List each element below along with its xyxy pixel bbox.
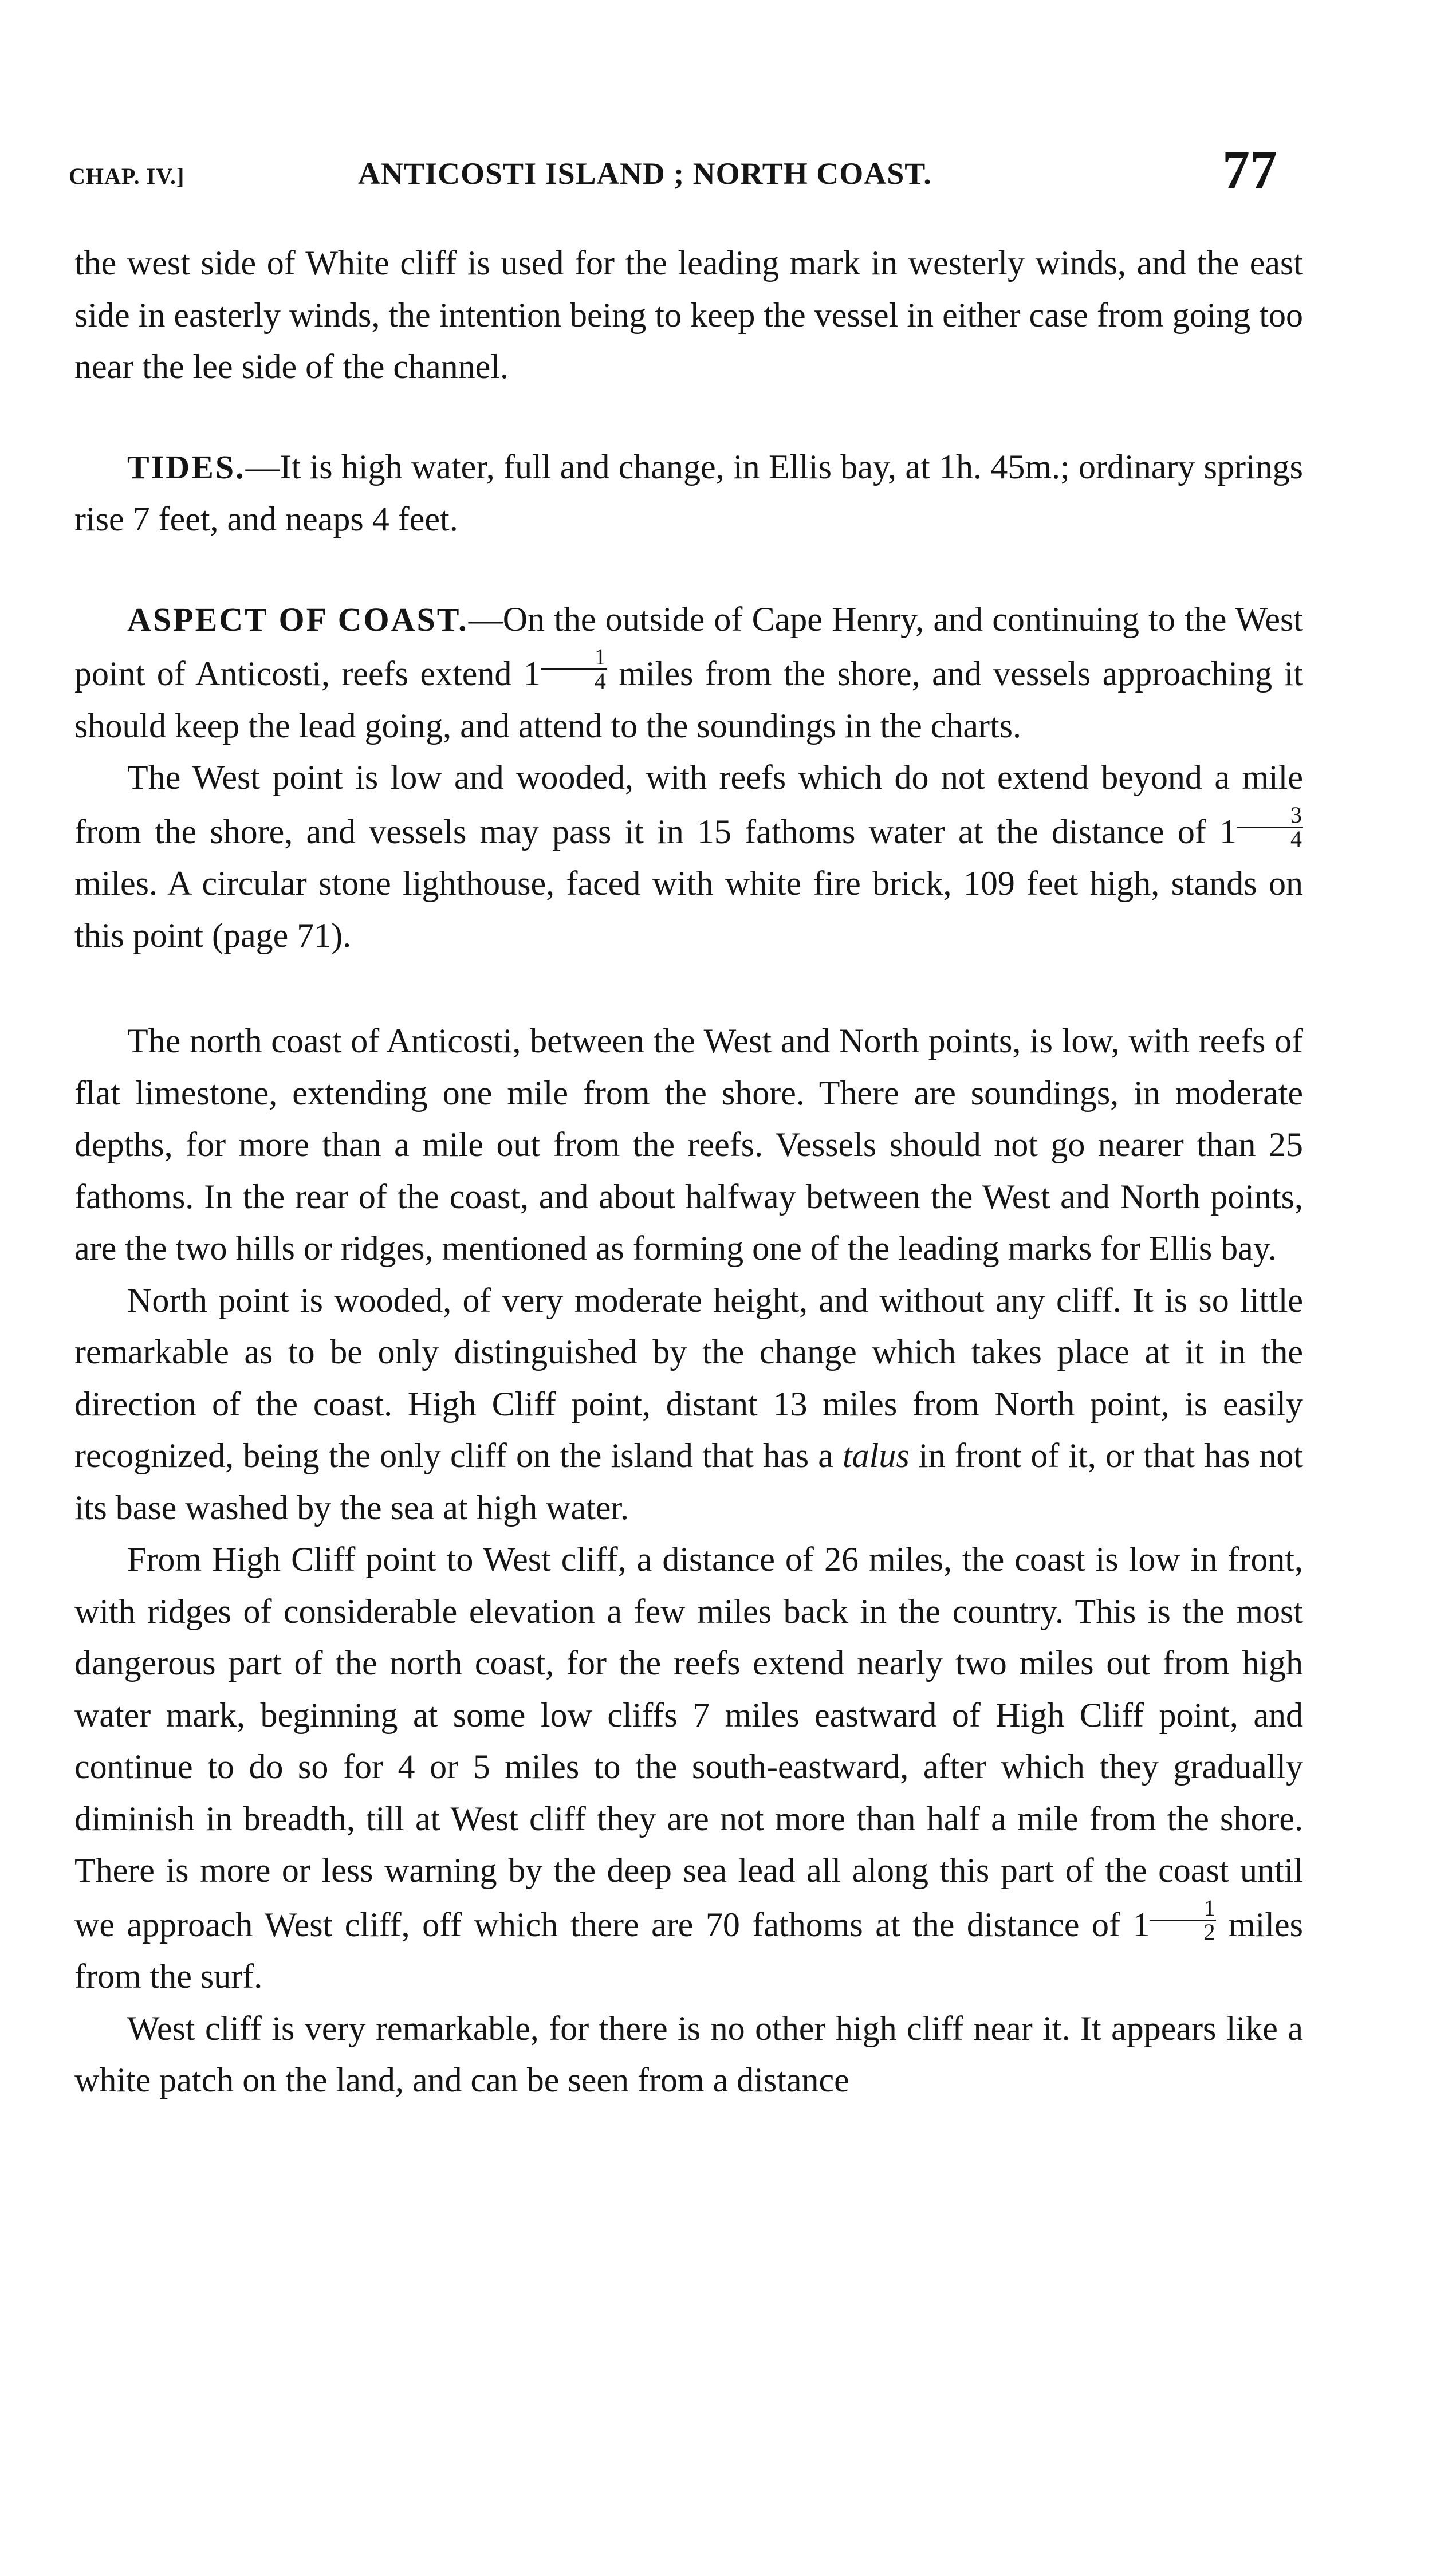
fraction-denominator: 4 xyxy=(1290,825,1302,852)
paragraph-west-cliff xyxy=(74,2003,1303,2106)
fraction-three-quarters xyxy=(1237,801,1303,852)
paragraph-text: the west side of White cliff is used for the leading mark in westerly winds, and the east side in easterly winds, the intention being to keep the vessel in either case from going too near the lee side of the channel. xyxy=(74,244,1303,386)
fraction-one-quarter xyxy=(541,646,607,693)
tides-heading: TIDES. xyxy=(127,448,246,486)
paragraph-text: miles. A circular stone lighthouse, faced with white fire brick, 109 feet high, stands on this point (page 71). xyxy=(74,864,1303,954)
page-number: 77 xyxy=(1222,139,1277,200)
page-body xyxy=(74,237,1303,2106)
paragraph-text: —It is high water, full and change, in Ellis bay, at 1h. 45m.; ordinary springs rise 7 feet, and neaps 4 feet. xyxy=(74,447,1303,538)
paragraph-north-point xyxy=(74,1275,1303,1534)
paragraph-text: miles from the surf. xyxy=(74,1905,1303,1995)
paragraph-high-cliff-point xyxy=(74,1533,1303,2003)
running-title: ANTICOSTI ISLAND ; NORTH COAST. xyxy=(358,156,932,191)
paragraph-aspect-of-coast xyxy=(74,593,1303,752)
paragraph-text: From High Cliff point to West cliff, a distance of 26 miles, the coast is low in front, with ridges of considerable elevation a few miles back in the country. This is the most dangerous part of the north coast, for the reefs extend nearly two miles out from high water mark, beginning at some low cliffs 7 miles eastward of High Cliff point, and continue to do so for 4 or 5 miles to the south-eastward, after which they gradually diminish in breadth, till at West cliff they are not more than half a mile from the shore. There is more or less warning by the deep sea lead all along this part of the coast until we approach West cliff, off which there are 70 fathoms at the distance of 1 xyxy=(74,1540,1303,1944)
paragraph-leading-mark xyxy=(74,237,1303,393)
paragraph-text: miles from the shore, and vessels approaching it should keep the lead going, and attend to the soundings in the charts. xyxy=(74,655,1303,745)
fraction-numerator: 1 xyxy=(1150,1897,1216,1921)
fraction-numerator: 3 xyxy=(1237,804,1303,828)
paragraph-text: West cliff is very remarkable, for there is no other high cliff near it. It appears like a white patch on the land, and can be seen from a distance xyxy=(74,2009,1303,2099)
fraction-denominator: 4 xyxy=(594,668,606,694)
running-header xyxy=(69,133,1283,202)
fraction-numerator: 1 xyxy=(541,646,607,670)
paragraph-text: —On the outside of Cape Henry, and continuing to the West point of Anticosti, reefs extend 1 xyxy=(74,600,1303,693)
paragraph-tides xyxy=(74,441,1303,545)
paragraph-west-point xyxy=(74,752,1303,961)
paragraph-text: The West point is low and wooded, with reefs which do not extend beyond a mile from the shore, and vessels may pass it in 15 fathoms water at the distance of 1 xyxy=(74,758,1303,851)
paragraph-text: North point is wooded, of very moderate height, and without any cliff. It is so little remarkable as to be only distinguished by the change which takes place at it in the direction of the coast. High Cliff point, distant 13 miles from North point, is easily recognized, being the only cliff on the island that has a xyxy=(74,1281,1303,1474)
paragraph-text: The north coast of Anticosti, between the West and North points, is low, with reefs of flat limestone, extending one mile from the shore. There are soundings, in moderate depths, for more than a mile out from the reefs. Vessels should not go nearer than 25 fathoms. In the rear of the coast, and about halfway between the West and North points, are the two hills or ridges, mentioned as forming one of the leading marks for Ellis bay. xyxy=(74,1022,1303,1267)
paragraph-text: in front of it, or that has not its base washed by the sea at high water. xyxy=(74,1437,1303,1527)
paragraph-north-coast xyxy=(74,1015,1303,1275)
fraction-denominator: 2 xyxy=(1203,1918,1215,1945)
chapter-label: CHAP. IV.] xyxy=(69,163,185,189)
italic-term-talus: talus xyxy=(842,1437,910,1474)
fraction-one-half xyxy=(1150,1894,1216,1945)
aspect-heading: ASPECT OF COAST. xyxy=(127,600,469,638)
